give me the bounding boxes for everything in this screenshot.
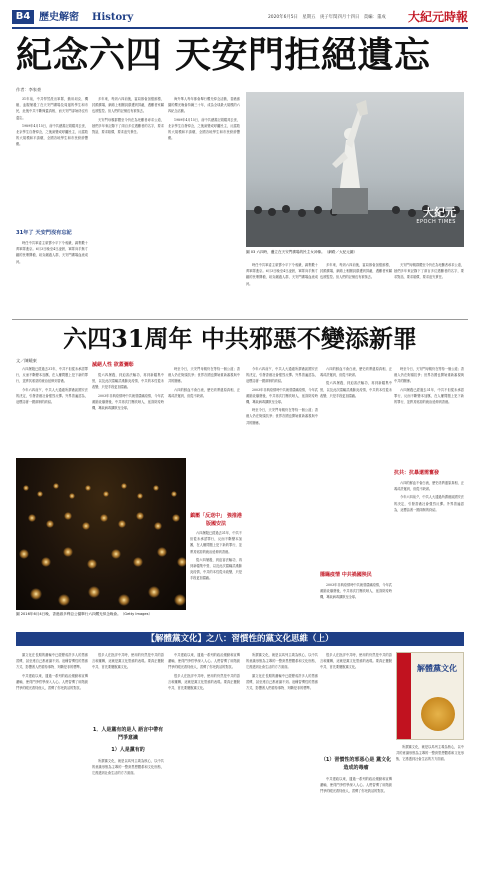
candles-illustration	[16, 458, 186, 610]
story3-column-1: 黨文化在長期的灌輸中已經變成許多人的思維習慣，甚至連自己都意識不到。這種習慣性的思維方式，影響著人們看待事物、判斷是非的標準。 中共建政以來，通過一系列的政治運動和宣傳灌輸，使得鬥爭哲學深入人心。人們習慣了用階級鬥爭的眼光看待他人，習慣了你死我活的對抗。	[16, 653, 88, 691]
story2-headline: 六四31周年 中共邪惡不變添新罪	[63, 324, 417, 353]
book-title: 解體黨文化	[417, 663, 457, 673]
story1-column-2: 多年來，每到六四前後，當局都會加強維穩，封鎖廣場，網絡上相關詞彙遭到屏蔽，遇難者家屬也被監控。但人們的記憶沒有被抹去。 天安門母親群體至今仍在為死難者尋求公道，她們多年來記錄下了兩百多位遇難者的名字，要求對話，要求賠償，要求追究責任。	[92, 97, 164, 135]
story2-column-5: 今年六四前夕，中共人大通過所謂港區國安法的決定，引發香港社會強烈反彈。外界普遍認為，這標誌著一國兩制的終結。 2003年非典疫情時中共就曾隱瞞疫情，今年武漢肺炎爆發後，中共再次打壓吹哨人，延誤防疫時機，導致病毒擴散至全球。 時至今日，天安門母親仍在等待一個公道；香港人仍在街頭抗爭；世界各國也開始重新審視與中共的關係。	[246, 367, 318, 425]
story1-subhead: 31年了 天安門沒有忘記	[16, 230, 72, 236]
goddess-statue-photo	[246, 92, 464, 247]
story1-photo-caption: 圖 03 六四時，矗立在天安門廣場的民主女神像。（網路／大紀元圖）	[246, 250, 358, 254]
story2-subhead-3: 隱瞞疫情 中共禍國殃民	[320, 572, 372, 578]
story2-column-2: 從六四屠殺，到迫害法輪功，再到新疆集中營，以及此次隱瞞武漢肺炎疫情，中共的本性從未改變，只是手段更加隱蔽。 2003年非典疫情時中共就曾隱瞞疫情，今年武漢肺炎爆發後，中共再次打壓吹哨人，延誤防疫時機，導致病毒擴散至全球。	[92, 373, 164, 411]
divider-1	[12, 319, 468, 320]
story3-column-4: 所謂黨文化，就是以馬列主義為核心，以中共的意識形態為主導的一整套思想體系和文化形態，它滲透到社會生活的方方面面。 黨文化在長期的灌輸中已經變成許多人的思維習慣，甚至連自己都意識不到。這種習慣性的思維方式，影響著人們看待事物、判斷是非的標準。	[246, 653, 318, 691]
story2-subhead-1: 滅絕人性 欲蓋彌彰	[92, 362, 134, 368]
story3-column-2b: 所謂黨文化，就是以馬列主義為核心，以中共的意識形態為主導的一整套思想體系和文化形態，它滲透到社會生活的方方面面。	[92, 759, 164, 776]
story3-column-5b: 中共建政以來，通過一系列的政治運動和宣傳灌輸，使得鬥爭哲學深入人心。人們習慣了用階級鬥爭的眼光看待他人，習慣了你死我活的對抗。	[320, 777, 392, 794]
story1-column-1: 31年前，中共悍然派出軍隊，動用坦克，機槍，血腥屠殺了在天安門廣場及周邊的學生和市民，此後中共不斷掩蓋真相，而天安門卻始終沒有遺忘。 1989年4月15日，前中共總書記胡耀邦去世，北京學生自發悼念，之後演變成呼籲民主，反腐敗的大規模和平請願，全國各地學生和市民紛紛響應。	[16, 97, 88, 147]
page-header	[12, 10, 468, 26]
story3-subhead-3: （1）習慣性的邪惡心是 黨文化造成的毒瘤	[320, 757, 392, 771]
story1-column-5: 多年來，每到六四前後，當局都會加強維穩，封鎖廣場，網絡上相關詞彙遭到屏蔽，遇難者家屬也被監控。但人們的記憶沒有被抹去。	[320, 263, 392, 280]
brand-logo: 大紀元時報	[407, 10, 468, 24]
story1-column-3: 海外華人每年都會舉行燭光悼念活動，香港維園的燭光晚會持續三十年，成為全球最大規模的六四紀念活動。 1989年4月15日，前中共總書記胡耀邦去世，北京學生自發悼念，之後演變成呼籲民主，反腐敗的大規模和平請願，全國各地學生和市民紛紛響應。	[168, 97, 240, 141]
epoch-watermark: 大紀元 EPOCH TIMES	[416, 206, 456, 225]
story3-headline-bar	[16, 632, 464, 646]
story2-subhead-4: 抗共：抗暴還需奮發	[394, 470, 440, 476]
story1-column-1b: 時任中共軍委主席鄧小平下令戒嚴，調集數十萬軍隊進京。6月3日晚至4日凌晨，軍隊向手無寸鐵的民眾開槍，坦克碾過人群，天安門廣場血流成河。	[16, 241, 88, 264]
book-cover-graphic	[421, 697, 455, 731]
section-name: 歷史解密	[39, 12, 79, 23]
section-code: B4	[12, 10, 34, 24]
header-rule	[12, 27, 468, 29]
book-cover-band	[397, 653, 411, 740]
book-cover-image	[396, 652, 464, 740]
candlelight-vigil-photo	[16, 458, 186, 610]
story2-column-7b: 六四的鮮血不會白流，歷史終將還原真相，正義或許遲到，但從不缺席。 今年六四前夕，中共人大通過所謂港區國安法的決定，引發香港社會強烈反彈。外界普遍認為，這標誌著一國兩制的終結。	[394, 481, 464, 512]
story2-subhead-2: 鎮壓「反送中」 強推港版國安法	[190, 513, 242, 527]
date-line: 2020年6月5日 星期五 庚子年閏四月十四日 責編：董成	[268, 15, 386, 20]
story2-column-7: 時至今日，天安門母親仍在等待一個公道；香港人仍在街頭抗爭；世界各國也開始重新審視與中共的關係。 六四屠殺已經過去31年，中共不但從未承認罪行，反而不斷變本加厲，在人權問題上犯下新的罪行，並將其邪惡的統治延伸到香港。	[394, 367, 464, 405]
story3-column-2: 很多人在批評中共時，使用的仍然是中共的語言和邏輯，這就是黨文化思維的表現。要真正擺脫中共，首先要擺脫黨文化。	[92, 653, 164, 670]
story3-subhead-1: 1．人是黨有的是人 語言中帶有鬥爭意識	[92, 727, 164, 741]
story3-headline: 【解體黨文化】之八：習慣性的黨文化思維（上）	[146, 634, 334, 644]
story2-column-6: 六四的鮮血不會白流，歷史終將還原真相，正義或許遲到，但從不缺席。 從六四屠殺，到迫害法輪功，再到新疆集中營，以及此次隱瞞武漢肺炎疫情，中共的本性從未改變，只是手段更加隱蔽。	[320, 367, 392, 398]
story2-column-1: 六四屠殺已經過去31年，中共不但從未承認罪行，反而不斷變本加厲，在人權問題上犯下新的罪行，並將其邪惡的統治延伸到香港。 今年六四前夕，中共人大通過所謂港區國安法的決定，引發香港社會強烈反彈。外界普遍認為，這標誌著一國兩制的終結。	[16, 367, 88, 405]
story3-column-5: 很多人在批評中共時，使用的仍然是中共的語言和邏輯，這就是黨文化思維的表現。要真正擺脫中共，首先要擺脫黨文化。	[320, 653, 392, 670]
story2-byline: 文／陳曉東	[16, 358, 37, 363]
story1-headline: 紀念六四 天安門拒絕遺忘	[16, 34, 431, 76]
story1-byline: 作者：李家豪	[16, 87, 42, 92]
story2-column-4: 六四屠殺已經過去31年，中共不但從未承認罪行，反而不斷變本加厲，在人權問題上犯下新的罪行，並將其邪惡的統治延伸到香港。 從六四屠殺，到迫害法輪功，再到新疆集中營，以及此次隱瞞武漢肺炎疫情，中共的本性從未改變，只是手段更加隱蔽。	[190, 531, 242, 581]
story1-column-6: 天安門母親群體至今仍在為死難者尋求公道，她們多年來記錄下了兩百多位遇難者的名字，要求對話，要求賠償，要求追究責任。	[394, 263, 464, 280]
section-en: History	[92, 12, 134, 23]
story2-column-3: 時至今日，天安門母親仍在等待一個公道；香港人仍在街頭抗爭；世界各國也開始重新審視與中共的關係。 六四的鮮血不會白流，歷史終將還原真相，正義或許遲到，但從不缺席。	[168, 367, 240, 398]
story3-subhead-2: 1）人是黨有的	[111, 747, 145, 753]
story3-column-6: 所謂黨文化，就是以馬列主義為核心，以中共的意識形態為主導的一整套思想體系和文化形態，它滲透到社會生活的方方面面。	[396, 745, 464, 762]
story1-column-4: 時任中共軍委主席鄧小平下令戒嚴，調集數十萬軍隊進京。6月3日晚至4日凌晨，軍隊向手無寸鐵的民眾開槍，坦克碾過人群，天安門廣場血流成河。	[246, 263, 318, 286]
story2-photo-caption: 圖 2016年6月4日晚，香港維多利亞公園舉行六四燭光悼念晚會。（Getty Images）	[16, 612, 153, 616]
story2-column-6b: 2003年非典疫情時中共就曾隱瞞疫情，今年武漢肺炎爆發後，中共再次打壓吹哨人，延誤防疫時機，導致病毒擴散至全球。	[320, 583, 392, 600]
story3-column-3: 中共建政以來，通過一系列的政治運動和宣傳灌輸，使得鬥爭哲學深入人心。人們習慣了用階級鬥爭的眼光看待他人，習慣了你死我活的對抗。 很多人在批評中共時，使用的仍然是中共的語言和邏輯，這就是黨文化思維的表現。要真正擺脫中共，首先要擺脫黨文化。	[168, 653, 240, 691]
